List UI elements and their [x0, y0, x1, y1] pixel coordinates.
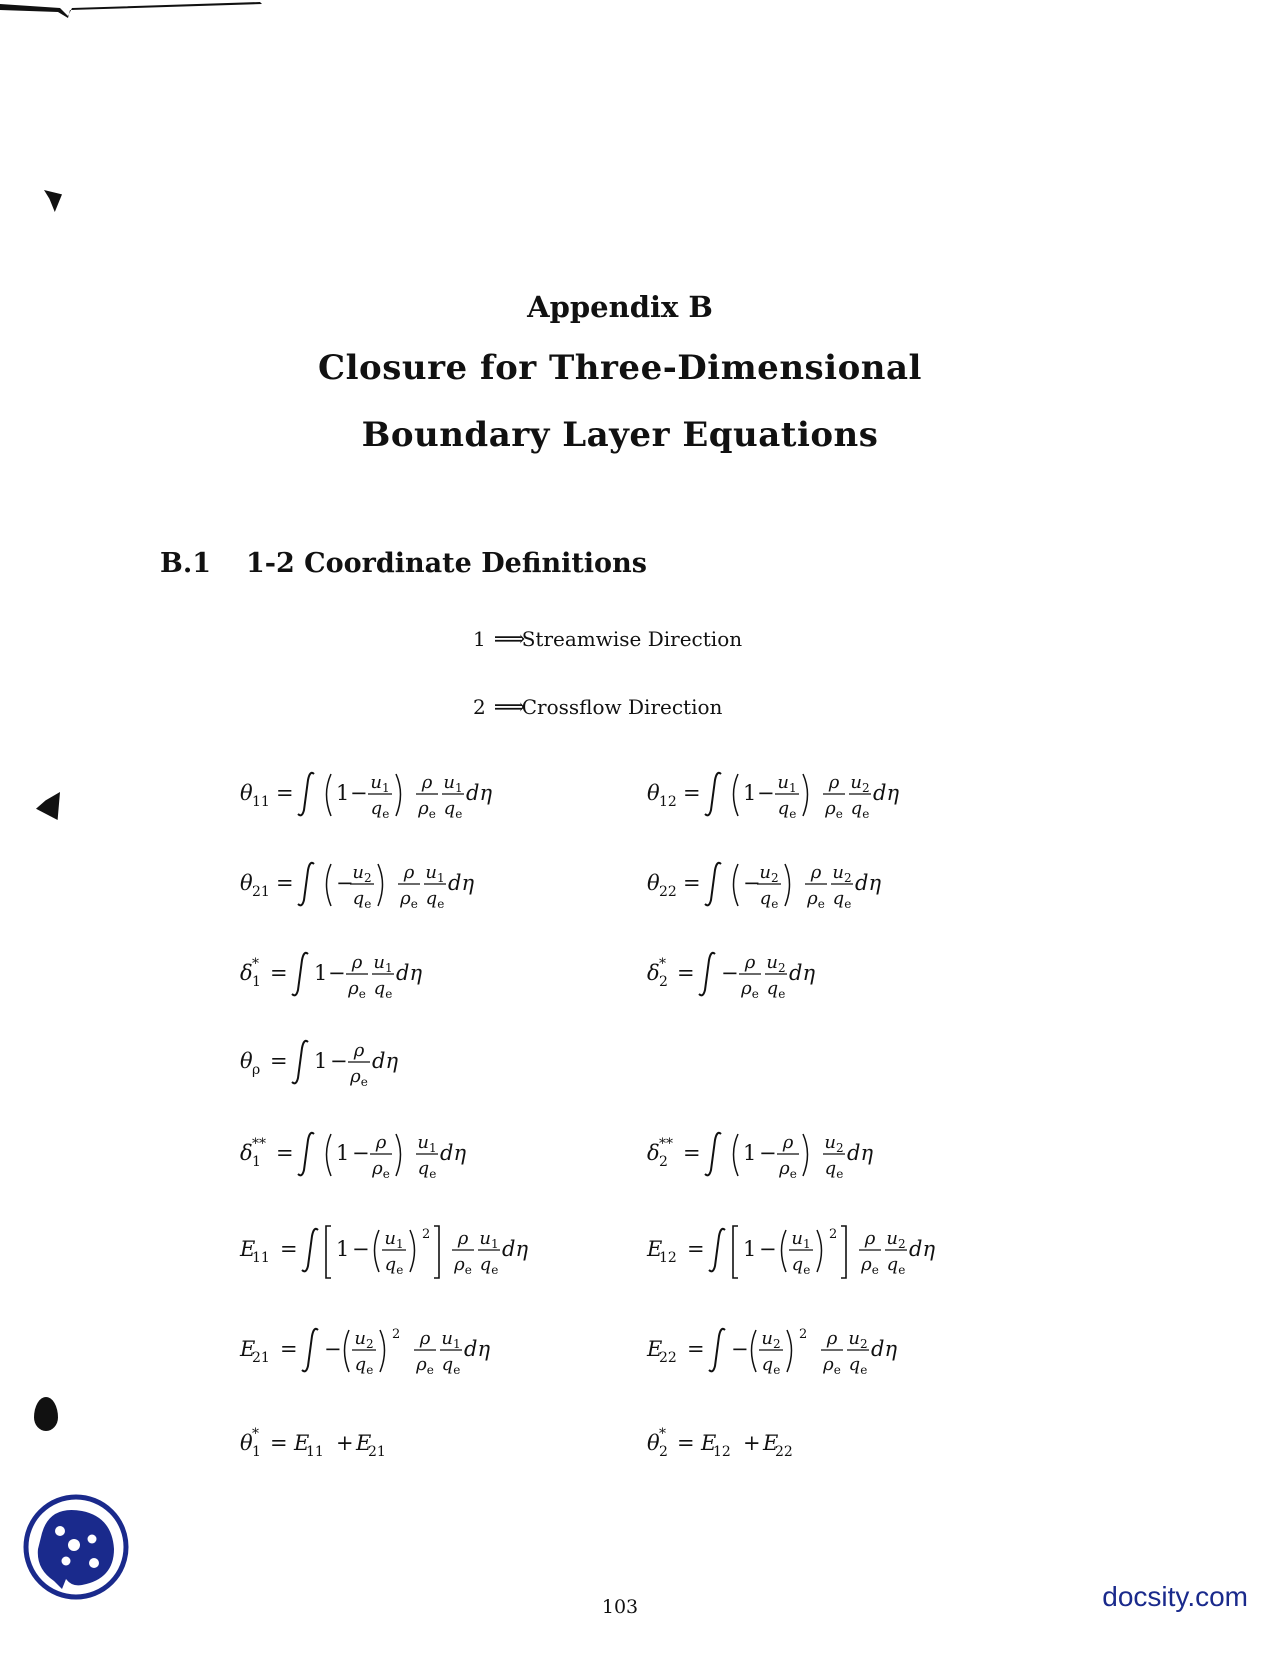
svg-text:2: 2	[659, 1154, 668, 1170]
svg-text:1: 1	[743, 781, 757, 805]
svg-text:u2: $u_2$	[354, 1328, 374, 1351]
svg-text:E: E	[701, 1431, 717, 1455]
svg-text:1: 1	[252, 1444, 261, 1460]
equation-theta22	[647, 852, 967, 922]
svg-text:1: 1	[252, 1154, 261, 1170]
svg-text:=: =	[280, 1237, 298, 1261]
svg-text:θ: θ	[647, 781, 660, 805]
svg-text:θ: θ	[240, 871, 253, 895]
svg-text:qe: $q_e$	[848, 1354, 868, 1377]
svg-text:E: E	[647, 1337, 663, 1361]
scan-artifact	[0, 0, 270, 18]
docsity-logo-icon	[22, 1493, 130, 1601]
svg-text:u2: $u_2$	[850, 772, 870, 795]
equation-E12	[647, 1218, 967, 1288]
svg-text:θ: θ	[647, 871, 660, 895]
svg-text:E: E	[647, 1237, 663, 1261]
svg-text:+: +	[743, 1431, 761, 1455]
svg-text:1: 1	[336, 781, 350, 805]
svg-text:*: *	[252, 1426, 259, 1442]
svg-text:E: E	[356, 1431, 372, 1455]
svg-text:qe: $q_e$	[832, 888, 852, 911]
svg-text:θ: θ	[240, 781, 253, 805]
svg-text:−: −	[743, 871, 761, 895]
svg-text:dη: dη	[847, 1141, 874, 1165]
svg-text:ρ: ρ	[375, 1132, 387, 1153]
svg-text:qe: $q_e$	[384, 1254, 404, 1277]
section-heading	[160, 548, 647, 579]
equation-E21	[240, 1318, 560, 1388]
svg-text:=: =	[276, 871, 294, 895]
svg-text:ρe: $\rho_e$	[779, 1158, 797, 1181]
svg-text:qe: $q_e$	[441, 1354, 461, 1377]
direction-index: 1	[473, 627, 486, 651]
direction-definition	[473, 627, 742, 652]
implies-arrow: ⟹	[493, 695, 526, 720]
direction-definition	[473, 695, 722, 720]
svg-text:ρe: $\rho_e$	[348, 978, 366, 1001]
svg-text:dη: dη	[440, 1141, 467, 1165]
svg-text:−: −	[731, 1337, 749, 1361]
svg-text:dη: dη	[396, 961, 423, 985]
equation-theta-rho	[240, 1030, 560, 1100]
svg-text:+: +	[336, 1431, 354, 1455]
svg-text:ρe: $\rho_e$	[372, 1158, 390, 1181]
svg-text:E: E	[240, 1337, 256, 1361]
svg-text:**: **	[659, 1136, 673, 1152]
svg-text:qe: $q_e$	[479, 1254, 499, 1277]
section-title: 1-2 Coordinate Definitions	[246, 548, 647, 579]
page-number: 103	[601, 1596, 639, 1618]
equation-delta1-star	[240, 942, 560, 1012]
svg-text:ρe: $\rho_e$	[861, 1254, 879, 1277]
svg-text:dη: dη	[448, 871, 475, 895]
svg-text:1: 1	[336, 1237, 350, 1261]
equation-theta21	[240, 852, 560, 922]
svg-text:ρe: $\rho_e$	[416, 1354, 434, 1377]
chapter-title: Boundary Layer Equations	[361, 415, 879, 455]
svg-text:1: 1	[743, 1141, 757, 1165]
svg-text:ρ: ρ	[351, 952, 363, 973]
svg-text:=: =	[683, 1141, 701, 1165]
svg-text:dη: dη	[464, 1337, 491, 1361]
equation-theta1-star	[240, 1412, 560, 1482]
scan-artifact	[44, 190, 62, 212]
svg-text:u1: $u_1$	[384, 1228, 404, 1251]
svg-text:ρ: ρ	[403, 862, 415, 883]
svg-text:22: 22	[659, 1350, 677, 1366]
svg-text:1: 1	[743, 1237, 757, 1261]
svg-text:−: −	[759, 1141, 777, 1165]
svg-text:ρ: ρ	[419, 1328, 431, 1349]
svg-text:=: =	[280, 1337, 298, 1361]
svg-text:1: 1	[314, 1049, 328, 1073]
svg-text:ρe: $\rho_e$	[741, 978, 759, 1001]
svg-text:θ: θ	[647, 1431, 660, 1455]
svg-text:qe: $q_e$	[425, 888, 445, 911]
svg-text:−: −	[336, 871, 354, 895]
svg-text:21: 21	[252, 884, 270, 900]
svg-text:12: 12	[659, 1250, 677, 1266]
svg-text:δ: δ	[240, 1141, 253, 1165]
svg-text:u2: $u_2$	[832, 862, 852, 885]
svg-text:θ: θ	[240, 1431, 253, 1455]
svg-text:−: −	[352, 1237, 370, 1261]
svg-text:12: 12	[713, 1444, 731, 1460]
svg-text:=: =	[687, 1337, 705, 1361]
svg-text:ρ: ρ	[782, 1132, 794, 1153]
svg-text:*: *	[659, 1426, 666, 1442]
svg-text:2: 2	[829, 1227, 838, 1242]
svg-text:qe: $q_e$	[354, 1354, 374, 1377]
svg-text:=: =	[276, 1141, 294, 1165]
svg-text:δ: δ	[647, 1141, 660, 1165]
svg-text:−: −	[721, 961, 739, 985]
svg-text:u1: $u_1$	[417, 1132, 437, 1155]
svg-text:qe: $q_e$	[886, 1254, 906, 1277]
svg-text:dη: dη	[789, 961, 816, 985]
svg-text:−: −	[759, 1237, 777, 1261]
svg-text:u2: $u_2$	[848, 1328, 868, 1351]
docsity-brand[interactable]: docsity.com	[1102, 1581, 1248, 1612]
svg-text:u2: $u_2$	[824, 1132, 844, 1155]
svg-text:ρ: ρ	[353, 1040, 365, 1061]
svg-text:22: 22	[775, 1444, 793, 1460]
scan-artifact	[34, 1397, 58, 1431]
svg-text:ρe: $\rho_e$	[823, 1354, 841, 1377]
svg-text:**: **	[252, 1136, 266, 1152]
direction-label: Streamwise Direction	[521, 627, 743, 651]
svg-text:u1: $u_1$	[425, 862, 445, 885]
svg-text:22: 22	[659, 884, 677, 900]
equation-theta11	[240, 762, 560, 832]
svg-text:E: E	[294, 1431, 310, 1455]
svg-text:2: 2	[659, 974, 668, 990]
svg-text:u2: $u_2$	[352, 862, 372, 885]
svg-text:u1: $u_1$	[791, 1228, 811, 1251]
svg-text:qe: $q_e$	[791, 1254, 811, 1277]
svg-text:dη: dη	[909, 1237, 936, 1261]
svg-text:u1: $u_1$	[441, 1328, 461, 1351]
equation-theta12	[647, 762, 967, 832]
svg-text:11: 11	[252, 1250, 270, 1266]
svg-text:u1: $u_1$	[373, 952, 393, 975]
svg-text:=: =	[683, 871, 701, 895]
svg-text:qe: $q_e$	[766, 978, 786, 1001]
svg-text:u1: $u_1$	[370, 772, 390, 795]
scan-artifact	[36, 792, 60, 820]
equation-delta2-double-star	[647, 1122, 967, 1192]
svg-text:−: −	[324, 1337, 342, 1361]
svg-text:qe: $q_e$	[824, 1158, 844, 1181]
svg-text:ρ: ρ	[828, 772, 840, 793]
svg-text:δ: δ	[240, 961, 253, 985]
svg-text:=: =	[270, 1049, 288, 1073]
svg-text:ρ: ρ	[457, 1228, 469, 1249]
svg-text:1: 1	[336, 1141, 350, 1165]
svg-text:qe: $q_e$	[443, 798, 463, 821]
svg-text:ρe: $\rho_e$	[400, 888, 418, 911]
svg-text:ρ: ρ	[421, 772, 433, 793]
svg-text:ρe: $\rho_e$	[418, 798, 436, 821]
svg-text:2: 2	[422, 1227, 431, 1242]
svg-text:−: −	[328, 961, 346, 985]
svg-text:ρe: $\rho_e$	[825, 798, 843, 821]
svg-text:u2: $u_2$	[886, 1228, 906, 1251]
section-number: B.1	[160, 548, 212, 579]
svg-text:−: −	[757, 781, 775, 805]
svg-text:qe: $q_e$	[352, 888, 372, 911]
svg-text:qe: $q_e$	[373, 978, 393, 1001]
svg-text:qe: $q_e$	[777, 798, 797, 821]
svg-text:dη: dη	[871, 1337, 898, 1361]
svg-text:δ: δ	[647, 961, 660, 985]
svg-text:ρe: $\rho_e$	[350, 1066, 368, 1089]
svg-text:=: =	[270, 961, 288, 985]
svg-text:u2: $u_2$	[766, 952, 786, 975]
svg-text:*: *	[659, 956, 666, 972]
svg-text:ρ: ρ	[744, 952, 756, 973]
svg-text:u2: $u_2$	[759, 862, 779, 885]
svg-text:E: E	[240, 1237, 256, 1261]
svg-text:dη: dη	[502, 1237, 529, 1261]
svg-text:=: =	[677, 961, 695, 985]
svg-text:qe: $q_e$	[850, 798, 870, 821]
svg-text:−: −	[330, 1049, 348, 1073]
svg-text:2: 2	[799, 1327, 808, 1342]
svg-text:dη: dη	[372, 1049, 399, 1073]
implies-arrow: ⟹	[493, 627, 526, 652]
svg-text:2: 2	[659, 1444, 668, 1460]
svg-text:21: 21	[368, 1444, 386, 1460]
svg-text:=: =	[270, 1431, 288, 1455]
svg-text:21: 21	[252, 1350, 270, 1366]
svg-text:E: E	[763, 1431, 779, 1455]
svg-text:u1: $u_1$	[479, 1228, 499, 1251]
svg-text:θ: θ	[240, 1049, 253, 1073]
svg-text:11: 11	[306, 1444, 324, 1460]
svg-text:=: =	[687, 1237, 705, 1261]
svg-text:ρ: ρ	[252, 1062, 261, 1078]
svg-text:ρe: $\rho_e$	[454, 1254, 472, 1277]
equation-delta2-star	[647, 942, 967, 1012]
svg-text:dη: dη	[873, 781, 900, 805]
svg-text:1: 1	[314, 961, 328, 985]
svg-text:=: =	[683, 781, 701, 805]
svg-text:u1: $u_1$	[777, 772, 797, 795]
equation-theta2-star	[647, 1412, 967, 1482]
svg-text:1: 1	[252, 974, 261, 990]
svg-text:11: 11	[252, 794, 270, 810]
svg-text:dη: dη	[466, 781, 493, 805]
svg-text:ρ: ρ	[826, 1328, 838, 1349]
svg-text:u1: $u_1$	[443, 772, 463, 795]
equation-E11	[240, 1218, 560, 1288]
equation-delta1-double-star	[240, 1122, 560, 1192]
chapter-title: Closure for Three-Dimensional	[318, 348, 922, 388]
svg-text:qe: $q_e$	[370, 798, 390, 821]
svg-text:u2: $u_2$	[761, 1328, 781, 1351]
svg-text:12: 12	[659, 794, 677, 810]
direction-index: 2	[473, 695, 486, 719]
svg-text:ρ: ρ	[810, 862, 822, 883]
appendix-label: Appendix B	[527, 290, 713, 324]
direction-label: Crossflow Direction	[521, 695, 723, 719]
svg-text:*: *	[252, 956, 259, 972]
svg-text:qe: $q_e$	[417, 1158, 437, 1181]
svg-text:ρe: $\rho_e$	[807, 888, 825, 911]
svg-text:=: =	[276, 781, 294, 805]
svg-text:qe: $q_e$	[761, 1354, 781, 1377]
svg-text:ρ: ρ	[864, 1228, 876, 1249]
svg-text:2: 2	[392, 1327, 401, 1342]
svg-text:=: =	[677, 1431, 695, 1455]
svg-text:−: −	[350, 781, 368, 805]
svg-text:−: −	[352, 1141, 370, 1165]
svg-text:qe: $q_e$	[759, 888, 779, 911]
svg-text:dη: dη	[855, 871, 882, 895]
equation-E22	[647, 1318, 967, 1388]
